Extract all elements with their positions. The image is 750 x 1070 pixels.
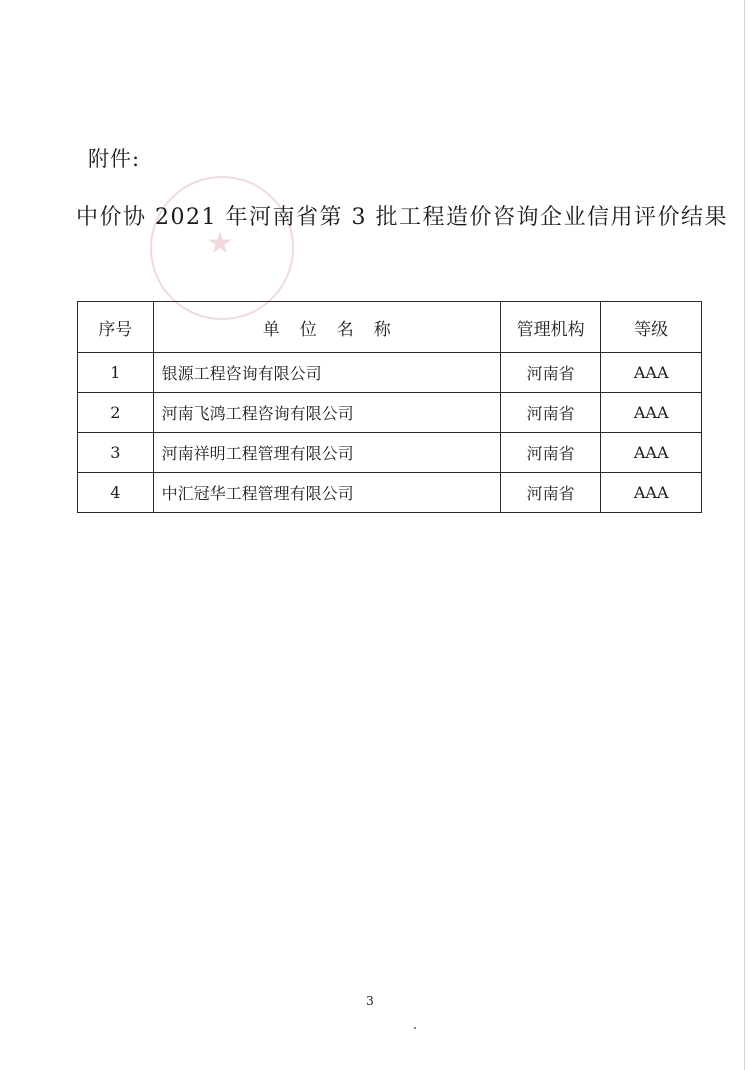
credit-rating-table [77,301,702,513]
cell-org: 河南省 [500,473,600,513]
document-title: 中价协 2021 年河南省第 3 批工程造价咨询企业信用评价结果 [76,205,728,230]
cell-org: 河南省 [500,393,600,433]
cell-no: 2 [78,393,154,433]
seal-star-icon: ★ [206,226,234,261]
cell-no: 4 [78,473,154,513]
cell-name: 中汇冠华工程管理有限公司 [153,473,500,513]
table-header-row [78,302,702,353]
cell-org: 河南省 [500,353,600,393]
cell-no: 1 [78,353,154,393]
cell-name: 河南祥明工程管理有限公司 [153,433,500,473]
table-row [78,433,702,473]
header-grade: 等级 [601,302,702,353]
cell-grade: AAA [601,473,702,513]
cell-grade: AAA [601,353,702,393]
cell-grade: AAA [601,433,702,473]
cell-name: 银源工程咨询有限公司 [153,353,500,393]
cell-grade: AAA [601,393,702,433]
table-row [78,473,702,513]
cell-org: 河南省 [500,433,600,473]
page-edge [744,0,745,1070]
header-name: 单位名称 [153,302,500,353]
table-row [78,353,702,393]
table-row [78,393,702,433]
cell-name: 河南飞鸿工程咨询有限公司 [153,393,500,433]
cell-no: 3 [78,433,154,473]
attachment-label: 附件: [88,147,141,171]
scan-speck [414,1027,416,1029]
header-no: 序号 [78,302,154,353]
page-number: 3 [366,994,374,1008]
header-org: 管理机构 [500,302,600,353]
